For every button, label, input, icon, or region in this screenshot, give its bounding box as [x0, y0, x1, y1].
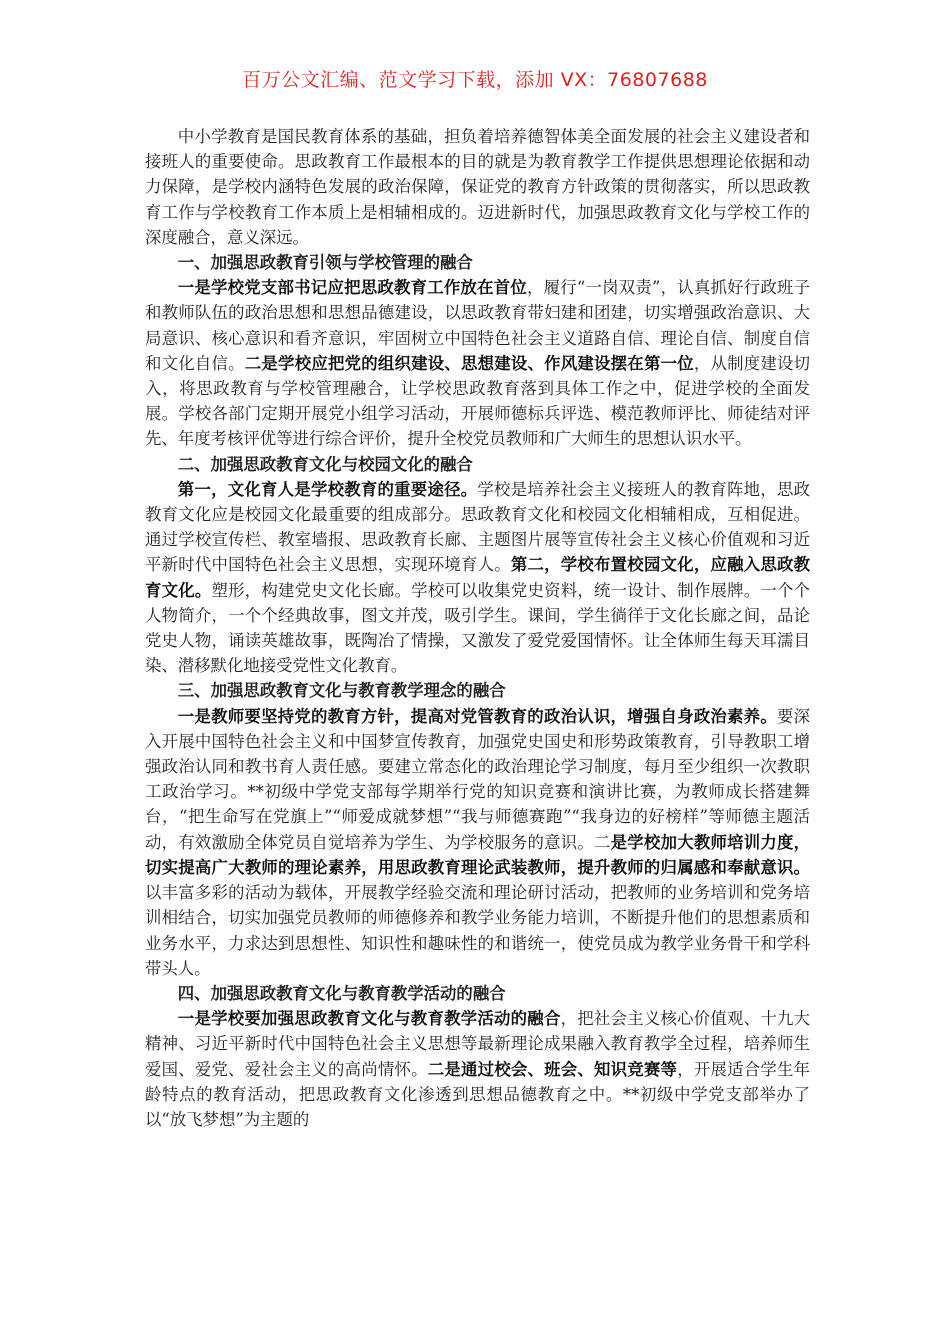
- section-4-text-1: ，把社会主义核心价值观、十九大精神、习近平新时代中国特色社会主义思想等最新理论成果融入教育教学全过程，培养师生爱国、爱党、爱社会主义的高尚情怀。: [145, 1009, 811, 1079]
- section-2-paragraph: [145, 477, 810, 679]
- section-2-bold-1: 第一，文化育人是学校教育的重要途径。: [177, 479, 478, 499]
- section-1-text-2: ，从制度建设切入，将思政教育与学校管理融合，让学校思政教育落到具体工作之中，促进学校的全面发展。学校各部门定期开展党小组学习活动，开展师德标兵评选、模范教师评比、师徒结对评先、年度考核评优等进行综合评价，提升全校党员教师和广大师生的思想认识水平。: [145, 353, 811, 449]
- intro-paragraph: 中小学教育是国民教育体系的基础，担负着培养德智体美全面发展的社会主义建设者和接班人的重要使命。思政教育工作最根本的目的就是为教育教学工作提供思想理论依据和动力保障，是学校内涵特色发展的政治保障，保证党的教育方针政策的贯彻落实，所以思政教育工作与学校教育工作本质上是相辅相成的。迈进新时代，加强思政教育文化与学校工作的深度融合，意义深远。: [145, 127, 810, 247]
- document-body: [145, 124, 810, 1132]
- section-3-text-1: 要深入开展中国特色社会主义和中国梦宣传教育，加强党史国史和形势政策教育，引导教职工增强政治认同和教书育人责任感。要建立常态化的政治理论学习制度，每月至少组织一次教职工政治学习。**初级中学党支部每学期举行党的知识竞赛和演讲比赛，为教师成长搭建舞台，“把生命写在党旗上”“师爱成就梦想”“我与师德赛跑”“我身边的好榜样”等师德主题活动，有效激励全体党员自觉培养为学生、为学校服务的意识。二: [145, 706, 811, 852]
- section-4-bold-1: 一是学校要加强思政教育文化与教育教学活动的融合: [177, 1009, 561, 1029]
- section-1-heading: 一、加强思政教育引领与学校管理的融合: [177, 253, 473, 273]
- section-2-heading: 二、加强思政教育文化与校园文化的融合: [177, 454, 473, 474]
- section-2-text-2: 塑形，构建党史文化长廊。学校可以收集党史资料，统一设计、制作展牌。一个个人物简介，一个个经典故事，图文并茂，吸引学生。课间，学生徜徉于文化长廊之间，品论党史人物，诵读英雄故事，既陶冶了情操，又激发了爱党爱国情怀。让全体师生每天耳濡目染、潜移默化地接受党性文化教育。: [145, 580, 811, 676]
- section-1-text-1: ，履行“一岗双责”，认真抓好行政班子和教师队伍的政治思想和思想品德建设，以思政教育带妇建和团建，切实增强政治意识、大局意识、核心意识和看齐意识，牢固树立中国特色社会主义道路自信、理论自信、制度自信和文化自信。: [145, 278, 810, 373]
- section-4-text-2: ，开展适合学生年龄特点的教育活动，把思政教育文化渗透到思想品德教育之中。**初级中学党支部举办了以“放飞梦想”为主题的: [145, 1059, 811, 1129]
- section-4-bold-2: 二是通过校会、班会、知识竞赛等: [427, 1059, 678, 1079]
- section-3-bold-2: 是学校加大教师培训力度，切实提高广大教师的理论素养，用思政教育理论武装教师，提升教师的归属感和奉献意识。: [145, 832, 811, 877]
- header-watermark-text: 百万公文汇编、范文学习下载，添加 VX：76807688: [242, 69, 708, 91]
- section-3-heading: 三、加强思政教育文化与教育教学理念的融合: [177, 681, 506, 701]
- section-2-text-1: 学校是培养社会主义接班人的教育阵地，思政教育文化应是校园文化最重要的组成部分。思政教育文化和校园文化相辅相成，互相促进。通过学校宣传栏、教室墙报、思政教育长廊、主题图片展等宣传社会主义核心价值观和习近平新时代中国特色社会主义思想，实现环境育人。: [145, 479, 811, 575]
- section-1-bold-2: 二是学校应把党的组织建设、思想建设、作风建设摆在第一位: [244, 353, 694, 373]
- section-3-bold-1: 一是教师要坚持党的教育方针，提高对党管教育的政治认识，增强自身政治素养。: [177, 706, 777, 726]
- section-3-text-2: 以丰富多彩的活动为载体，开展教学经验交流和理论研讨活动，把教师的业务培训和党务培训相结合，切实加强党员教师的师德修养和教学业务能力培训，不断提升他们的思想素质和业务水平，力求达到思想性、知识性和趣味性的和谐统一，使党员成为教学业务骨干和学科带头人。: [145, 883, 810, 978]
- section-4-heading: 四、加强思政教育文化与教育教学活动的融合: [177, 983, 506, 1003]
- section-1-bold-1: 一是学校党支部书记应把思政教育工作放在首位: [177, 278, 527, 298]
- section-1-paragraph: [145, 275, 810, 451]
- section-3-paragraph: [145, 704, 810, 981]
- section-4-paragraph: [145, 1006, 810, 1132]
- section-2-bold-2: 第二，学校布置校园文化，应融入思政教育文化。: [145, 555, 811, 600]
